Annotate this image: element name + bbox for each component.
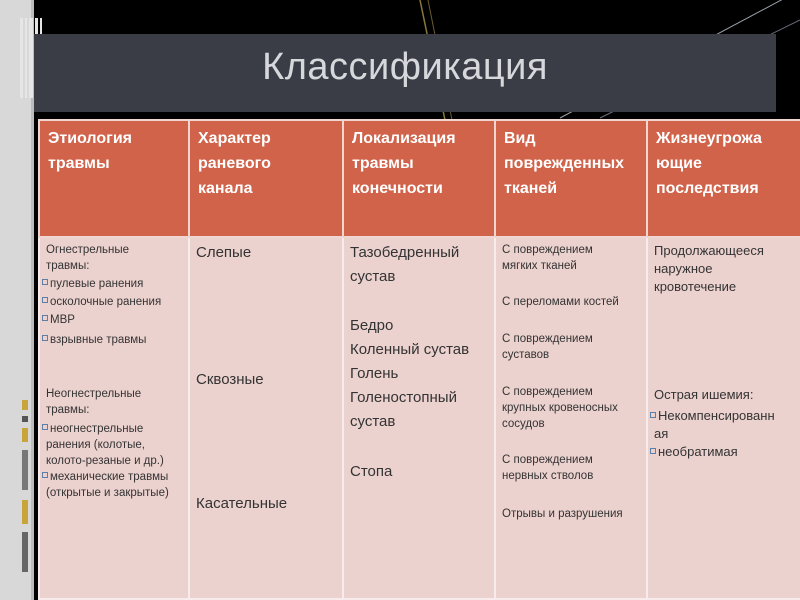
cell-tissues [495,237,647,599]
tissue-soft: С повреждением мягких тканей [502,244,593,272]
tissue-nerves: С повреждением нервных стволов [502,454,594,482]
cell-etiology [39,237,189,599]
classification-table [38,119,800,600]
body-row [39,237,800,599]
bullet-square-icon [42,472,48,478]
bullet-square-icon [42,297,48,303]
page-title: Классификация [262,46,548,88]
nongunshot-list: неогнестрельные ранения (колотые, колото-резаные и др.) механические травмы (открытые и закрытые) [42,421,184,501]
header-localization: Локализация травмы конечности [343,120,495,237]
channel-tangential: Касательные [196,495,288,512]
header-etiology: Этиология травмы [39,120,189,237]
bullet-square-icon [42,315,48,321]
header-channel: Характер раневого канала [189,120,343,237]
header-consequences: Жизнеугрожа ющие последствия [647,120,800,237]
loc-foot: Стопа [350,463,393,480]
cell-consequences [647,237,800,599]
cons-ischemia-list: Некомпенсированн ая необратимая [650,407,796,461]
tissue-vessels: С повреждением крупных кровеносных сосудов [502,386,618,430]
loc-hip: Тазобедренный сустав [350,244,460,285]
cons-ischemia-heading: Острая ишемия: [654,387,754,402]
loc-limb: Бедро Коленный сустав Голень Голеностопный сустав [350,317,470,430]
title-band [34,34,776,112]
bullet-square-icon [42,424,48,430]
tissue-avulsion: Отрывы и разрушения [502,508,623,520]
bullet-square-icon [42,279,48,285]
tissue-fracture: С переломами костей [502,296,619,308]
cell-localization [343,237,495,599]
nongunshot-heading: Неогнестрельные травмы: [46,388,142,416]
gunshot-heading: Огнестрельные травмы: [46,244,130,272]
header-row [39,120,800,237]
cell-channel [189,237,343,599]
cons-bleeding: Продолжающееся наружное кровотечение [654,243,764,294]
bullet-square-icon [650,448,656,454]
gunshot-list: пулевые ранения осколочные ранения МВР взрывные травмы [42,276,184,348]
bullet-square-icon [650,412,656,418]
channel-through: Сквозные [196,371,264,388]
tissue-joints: С повреждением суставов [502,333,593,361]
decorative-side-marks [22,400,30,590]
bullet-square-icon [42,335,48,341]
channel-blind: Слепые [196,244,252,261]
header-tissues: Вид поврежденных тканей [495,120,647,237]
